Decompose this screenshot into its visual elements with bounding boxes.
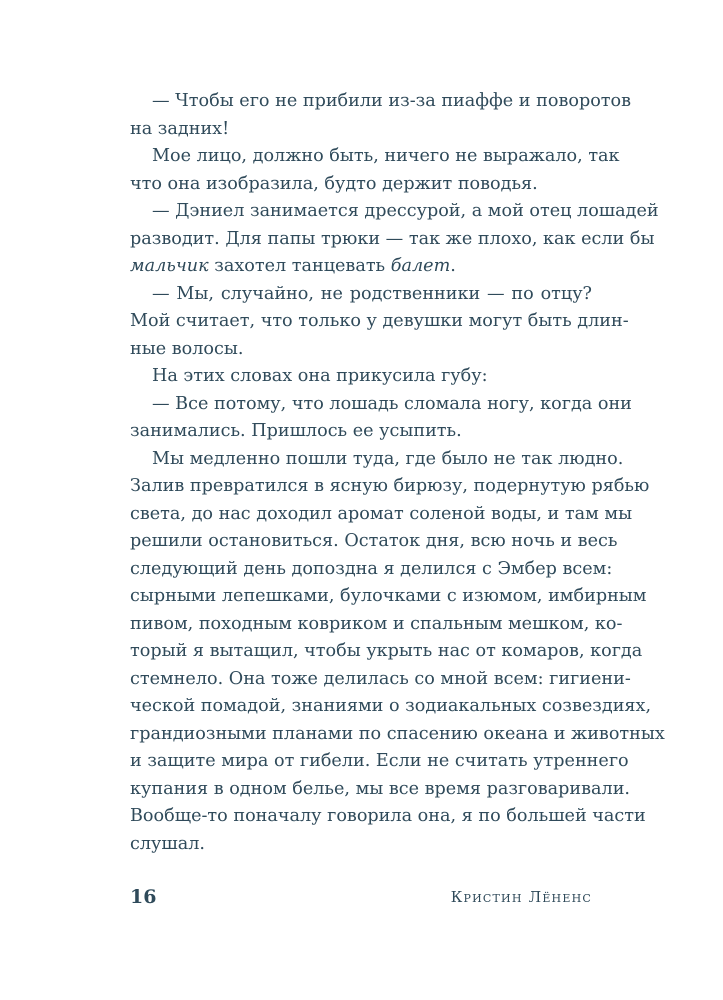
text-line: Мой считает, что только у девушки могут быть длин- bbox=[130, 311, 629, 331]
text-line: торый я вытащил, чтобы укрыть нас от комаров, когда bbox=[130, 641, 643, 661]
text-line: пивом, походным ковриком и спальным мешком, ко- bbox=[130, 613, 623, 634]
text-fragment: захотел танцевать bbox=[214, 256, 386, 276]
text-line: Мы медленно пошли туда, где было не так людно. bbox=[152, 448, 624, 469]
text-line: ческой помадой, знаниями о зодиакальных созвездиях, bbox=[130, 696, 652, 716]
text-line: сырными лепешками, булочками с изюмом, имбирным bbox=[130, 586, 647, 606]
text-line: следующий день допоздна я делился с Эмбер всем: bbox=[130, 558, 613, 579]
text-line: и защите мира от гибели. Если не считать утреннего bbox=[130, 751, 629, 771]
text-line: ные волосы. bbox=[130, 338, 244, 359]
italic-word: балет bbox=[390, 256, 451, 276]
text-line: стемнело. Она тоже делилась со мной всем: гигиени- bbox=[130, 668, 631, 689]
italic-word: мальчик bbox=[130, 256, 209, 276]
text-line: На этих словах она прикусила губу: bbox=[152, 366, 488, 386]
text-line: грандиозными планами по спасению океана и животных bbox=[130, 723, 665, 744]
text-line: купания в одном белье, мы все время разговаривали. bbox=[130, 778, 631, 799]
text-fragment: . bbox=[450, 256, 456, 276]
text-line: решили остановиться. Остаток дня, всю ночь и весь bbox=[130, 531, 618, 551]
text-line: Мое лицо, должно быть, ничего не выражало, так bbox=[152, 146, 620, 166]
text-line: Залив превратился в ясную бирюзу, подернутую рябью bbox=[130, 476, 650, 496]
text-line: занимались. Пришлось ее усыпить. bbox=[130, 421, 462, 441]
text-line: — Мы, случайно, не родственники — по отцу? bbox=[152, 283, 592, 304]
text-line: что она изобразила, будто держит поводья. bbox=[130, 173, 538, 194]
text-line: — Дэниел занимается дрессурой, а мой отец лошадей bbox=[152, 201, 659, 221]
text-line: света, до нас доходил аромат соленой воды, и там мы bbox=[130, 503, 633, 524]
text-line: — Чтобы его не прибили из-за пиаффе и поворотов bbox=[152, 91, 632, 111]
text-line bbox=[130, 253, 592, 281]
text-line: слушал. bbox=[130, 833, 205, 854]
page-footer bbox=[130, 886, 592, 916]
text-line: — Все потому, что лошадь сломала ногу, когда они bbox=[152, 393, 632, 414]
text-line: Вообще-то поначалу говорила она, я по большей части bbox=[130, 806, 646, 826]
running-head-author: Кристин Лёненс bbox=[450, 888, 592, 906]
page-number: 16 bbox=[130, 886, 157, 908]
text-line: разводит. Для папы трюки — так же плохо, как если бы bbox=[130, 228, 655, 249]
body-text bbox=[130, 88, 665, 858]
text-line: на задних! bbox=[130, 118, 230, 139]
